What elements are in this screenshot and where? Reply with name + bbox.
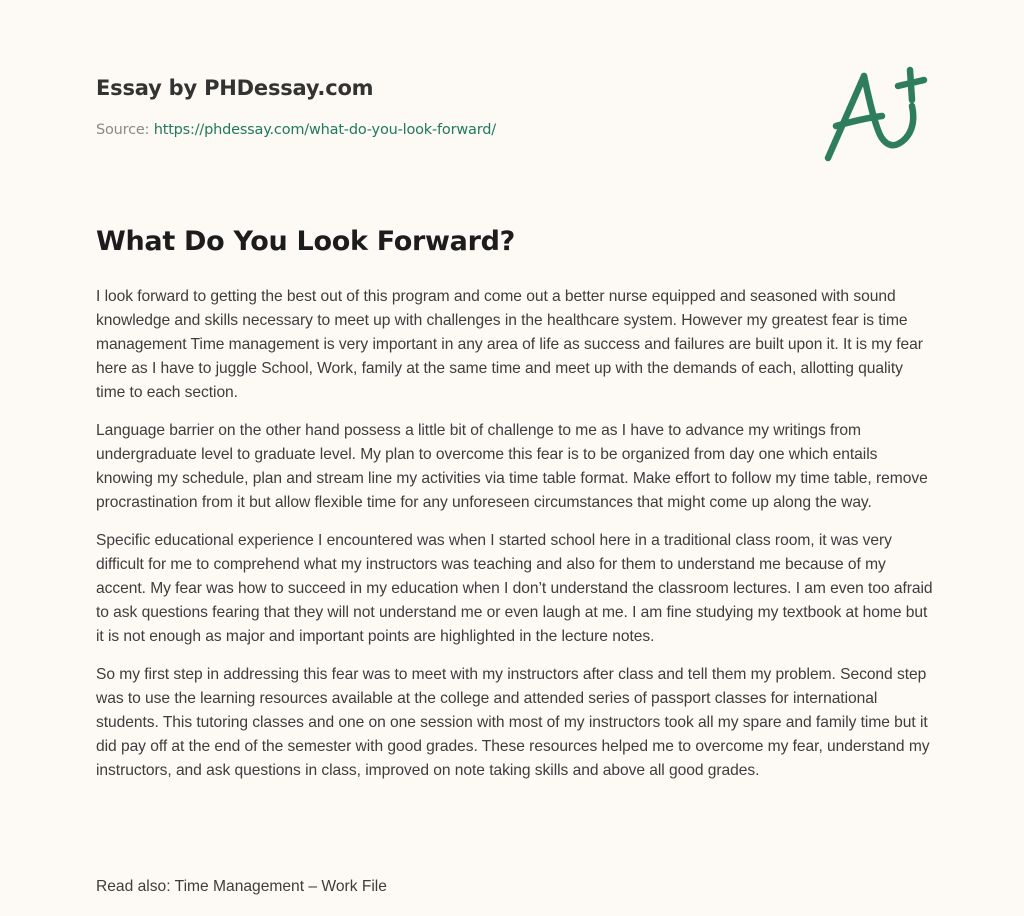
essay-paragraph: So my first step in addressing this fear was to meet with my instructors after class and tell them my problem. Second step was to use the learning resources available at the college and attended series of passport classes for international students. This tutoring classes and one on one session with most of my instructors took all my spare and family time but it did pay off at the end of the semester with good grades. These resources helped me to overcome my fear, understand my instructors, and ask questions in class, improved on note taking skills and above all good grades. (96, 666, 930, 779)
essay-body (96, 285, 936, 797)
page-title: What Do You Look Forward? (96, 226, 515, 257)
source-label: Source: (96, 122, 150, 138)
source-link[interactable]: https://phdessay.com/what-do-you-look-forward/ (153, 122, 496, 138)
essay-paragraph: Specific educational experience I encountered was when I started school here in a traditional class room, it was very difficult for me to comprehend what my instructors was teaching and also for them to understand me because of my accent. My fear was how to succeed in my education when I don’t understand the classroom lectures. I am even too afraid to ask questions fearing that they will not understand me or even laugh at me. I am fine studying my textbook at home but it is not enough as major and important points are highlighted in the lecture notes. (96, 532, 933, 645)
essay-header (96, 76, 796, 138)
essay-paragraph: Language barrier on the other hand possess a little bit of challenge to me as I have to advance my writings from undergraduate level to graduate level. My plan to overcome this fear is to be organized from day one which entails knowing my schedule, plan and stream line my activities via time table format. Make effort to follow my time table, remove procrastination from it but allow flexible time for any unforeseen circumstances that might come up along the way. (96, 422, 928, 511)
read-also-link[interactable]: Time Management – Work File (174, 878, 387, 895)
essay-paragraph: I look forward to getting the best out of this program and come out a better nurse equipped and seasoned with sound knowledge and skills necessary to meet up with challenges in the healthcare system. However my greatest fear is time management Time management is very important in any area of life as success and failures are built upon it. It is my fear here as I have to juggle School, Work, family at the same time and meet up with the demands of each, allotting quality time to each section. (96, 288, 923, 401)
read-also (96, 878, 387, 896)
read-also-label: Read also: (96, 878, 171, 895)
site-title: Essay by PHDessay.com (96, 76, 374, 100)
source-line (96, 122, 796, 138)
a-plus-grade-icon (820, 64, 930, 168)
